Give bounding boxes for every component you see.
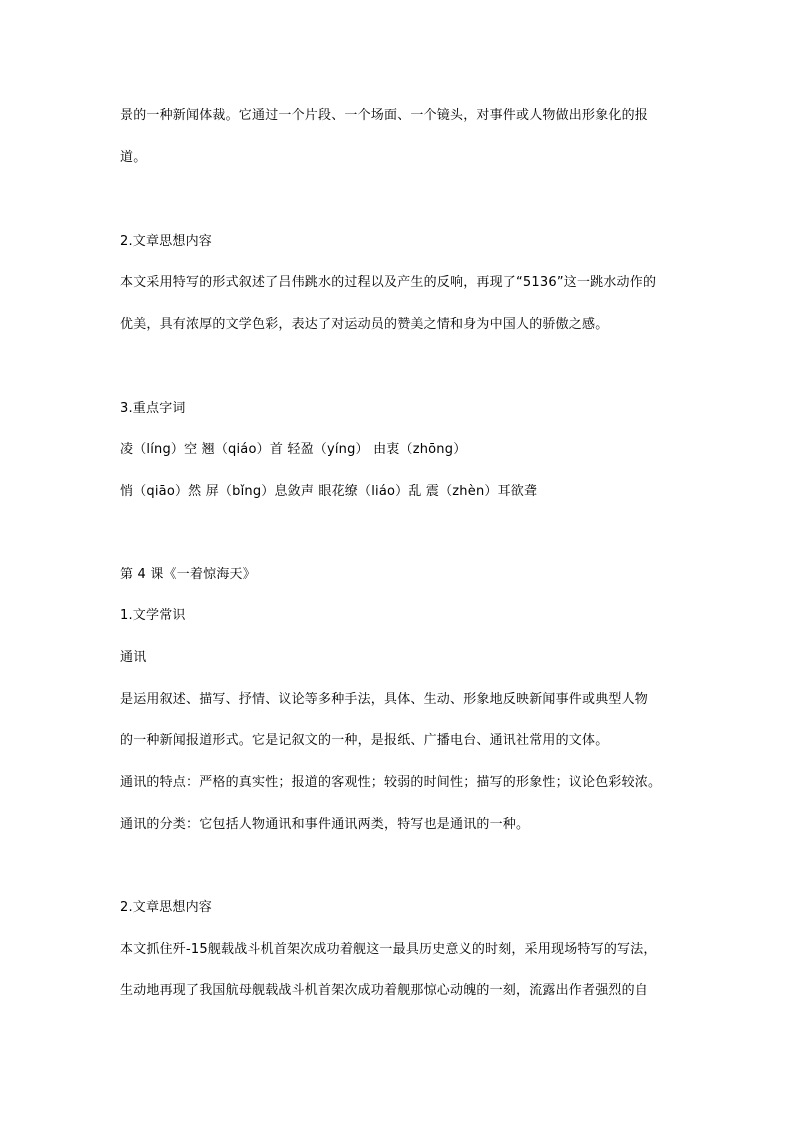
section-heading: 2.文章思想内容	[120, 900, 213, 915]
paragraph-line: 道。	[120, 150, 147, 165]
paragraph-line: 是运用叙述、描写、抒情、议论等多种手法，具体、生动、形象地反映新闻事件或典型人物	[120, 692, 649, 707]
paragraph-line: 生动地再现了我国航母舰载战斗机首架次成功着舰那惊心动魄的一刻，流露出作者强烈的自	[120, 983, 649, 998]
vocab-line: 悄（qiāo）然 屏（bǐng）息敛声 眼花缭（liáo）乱 震（zhèn）耳欲聋	[120, 484, 538, 499]
term-heading: 通讯	[120, 650, 147, 665]
paragraph-line: 的一种新闻报道形式。它是记叙文的一种，是报纸、广播电台、通讯社常用的文体。	[120, 733, 609, 748]
paragraph-line: 优美，具有浓厚的文学色彩，表达了对运动员的赞美之情和身为中国人的骄傲之感。	[120, 317, 609, 332]
section-heading: 3.重点字词	[120, 401, 186, 416]
paragraph-line: 本文采用特写的形式叙述了吕伟跳水的过程以及产生的反响，再现了“5136”这一跳水动作的	[120, 275, 657, 290]
paragraph-line: 景的一种新闻体裁。它通过一个片段、一个场面、一个镜头，对事件或人物做出形象化的报	[120, 108, 649, 123]
paragraph-line: 通讯的特点：严格的真实性；报道的客观性；较弱的时间性；描写的形象性；议论色彩较浓。	[120, 775, 662, 790]
vocab-line: 凌（líng）空 翘（qiáo）首 轻盈（yíng） 由衷（zhōng）	[120, 442, 467, 457]
lesson-title: 第 4 课《一着惊海天》	[120, 567, 256, 582]
section-heading: 2.文章思想内容	[120, 234, 213, 249]
paragraph-line: 通讯的分类：它包括人物通讯和事件通讯两类，特写也是通讯的一种。	[120, 817, 530, 832]
section-heading: 1.文学常识	[120, 608, 186, 623]
paragraph-line: 本文抓住歼-15舰载战斗机首架次成功着舰这一最具历史意义的时刻，采用现场特写的写法，	[120, 942, 657, 957]
